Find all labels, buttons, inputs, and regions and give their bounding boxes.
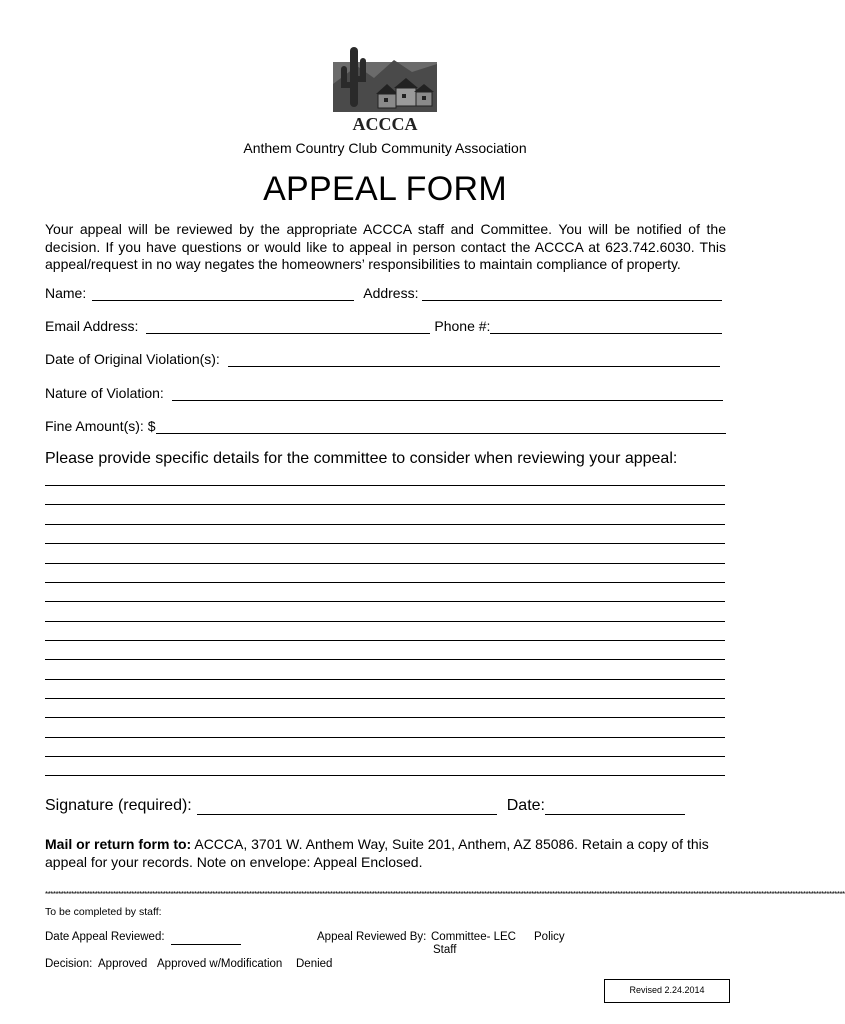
page-title: APPEAL FORM: [263, 170, 507, 208]
details-line[interactable]: [45, 621, 725, 622]
name-label: Name:: [45, 285, 87, 301]
logo-text: ACCCA: [352, 114, 418, 134]
date-reviewed-label: Date Appeal Reviewed:: [45, 931, 165, 943]
accca-logo: [332, 44, 438, 134]
revised-box: [604, 979, 730, 1003]
details-line[interactable]: [45, 485, 725, 486]
name-field[interactable]: [92, 285, 354, 301]
details-line[interactable]: [45, 659, 725, 660]
staff-heading: To be completed by staff:: [45, 906, 162, 918]
fine-row: [45, 418, 726, 434]
reviewed-by-label: Appeal Reviewed By:: [317, 931, 427, 943]
phone-label: Phone #:: [434, 318, 491, 334]
date-violation-field[interactable]: [228, 351, 720, 367]
details-line[interactable]: [45, 737, 725, 738]
revised-date: Revised 2.24.2014: [629, 985, 705, 995]
violation-date-row: [45, 351, 726, 367]
logo-graphic: [332, 44, 438, 134]
fine-field[interactable]: [156, 418, 727, 434]
details-line[interactable]: [45, 698, 725, 699]
mail-text: ACCCA, 3701 W. Anthem Way, Suite 201, Anthem, AZ 85086. Retain a copy of this appeal for your records. Note on envelope: Appeal Enclosed.: [45, 836, 709, 870]
option-committee[interactable]: Committee- LEC: [431, 931, 516, 943]
date-reviewed-field[interactable]: [171, 929, 241, 945]
details-line[interactable]: [45, 717, 725, 718]
option-policy[interactable]: Policy: [534, 931, 565, 943]
email-label: Email Address:: [45, 318, 139, 334]
decision-approved[interactable]: Approved: [98, 958, 148, 970]
phone-field[interactable]: [490, 318, 722, 334]
nature-label: Nature of Violation:: [45, 385, 164, 401]
signature-date-field[interactable]: [545, 797, 685, 815]
signature-label: Signature (required):: [45, 797, 192, 814]
details-line[interactable]: [45, 504, 725, 505]
option-staff[interactable]: Staff: [433, 944, 457, 956]
details-prompt: Please provide specific details for the committee to consider when reviewing your appeal:: [45, 450, 678, 467]
decision-modification[interactable]: Approved w/Modification: [157, 958, 283, 970]
staff-separator: ******************************************************************************************************************************************************************************************************************************************************************************************************************: [45, 890, 845, 899]
date-label: Date:: [506, 797, 545, 814]
decision-denied[interactable]: Denied: [296, 958, 333, 970]
mail-instructions: [45, 836, 726, 871]
details-line[interactable]: [45, 756, 725, 757]
signature-row: [45, 797, 726, 815]
date-violation-label: Date of Original Violation(s):: [45, 351, 220, 367]
details-line[interactable]: [45, 543, 725, 544]
decision-label: Decision:: [45, 958, 93, 970]
address-field[interactable]: [422, 285, 722, 301]
signature-field[interactable]: [197, 797, 497, 815]
name-address-row: [45, 285, 726, 301]
details-line[interactable]: [45, 563, 725, 564]
details-line[interactable]: [45, 679, 725, 680]
nature-field[interactable]: [172, 385, 723, 401]
details-line[interactable]: [45, 640, 725, 641]
details-line[interactable]: [45, 524, 725, 525]
email-field[interactable]: [146, 318, 430, 334]
details-line[interactable]: [45, 601, 725, 602]
details-line[interactable]: [45, 582, 725, 583]
intro-paragraph: Your appeal will be reviewed by the appropriate ACCCA staff and Committee. You will be notified of the decision. If you have questions or would like to appeal in person contact the ACCCA at 623.742.6030. This appeal/request in no way negates the homeowners’ responsibilities to maintain compliance of property.: [45, 221, 726, 272]
details-line[interactable]: [45, 775, 725, 776]
mail-label: Mail or return form to:: [45, 836, 192, 852]
fine-label: Fine Amount(s): $: [45, 418, 156, 434]
nature-row: [45, 385, 726, 401]
address-label: Address:: [363, 285, 419, 301]
email-phone-row: [45, 318, 726, 334]
organization-name: Anthem Country Club Community Association: [243, 140, 527, 156]
